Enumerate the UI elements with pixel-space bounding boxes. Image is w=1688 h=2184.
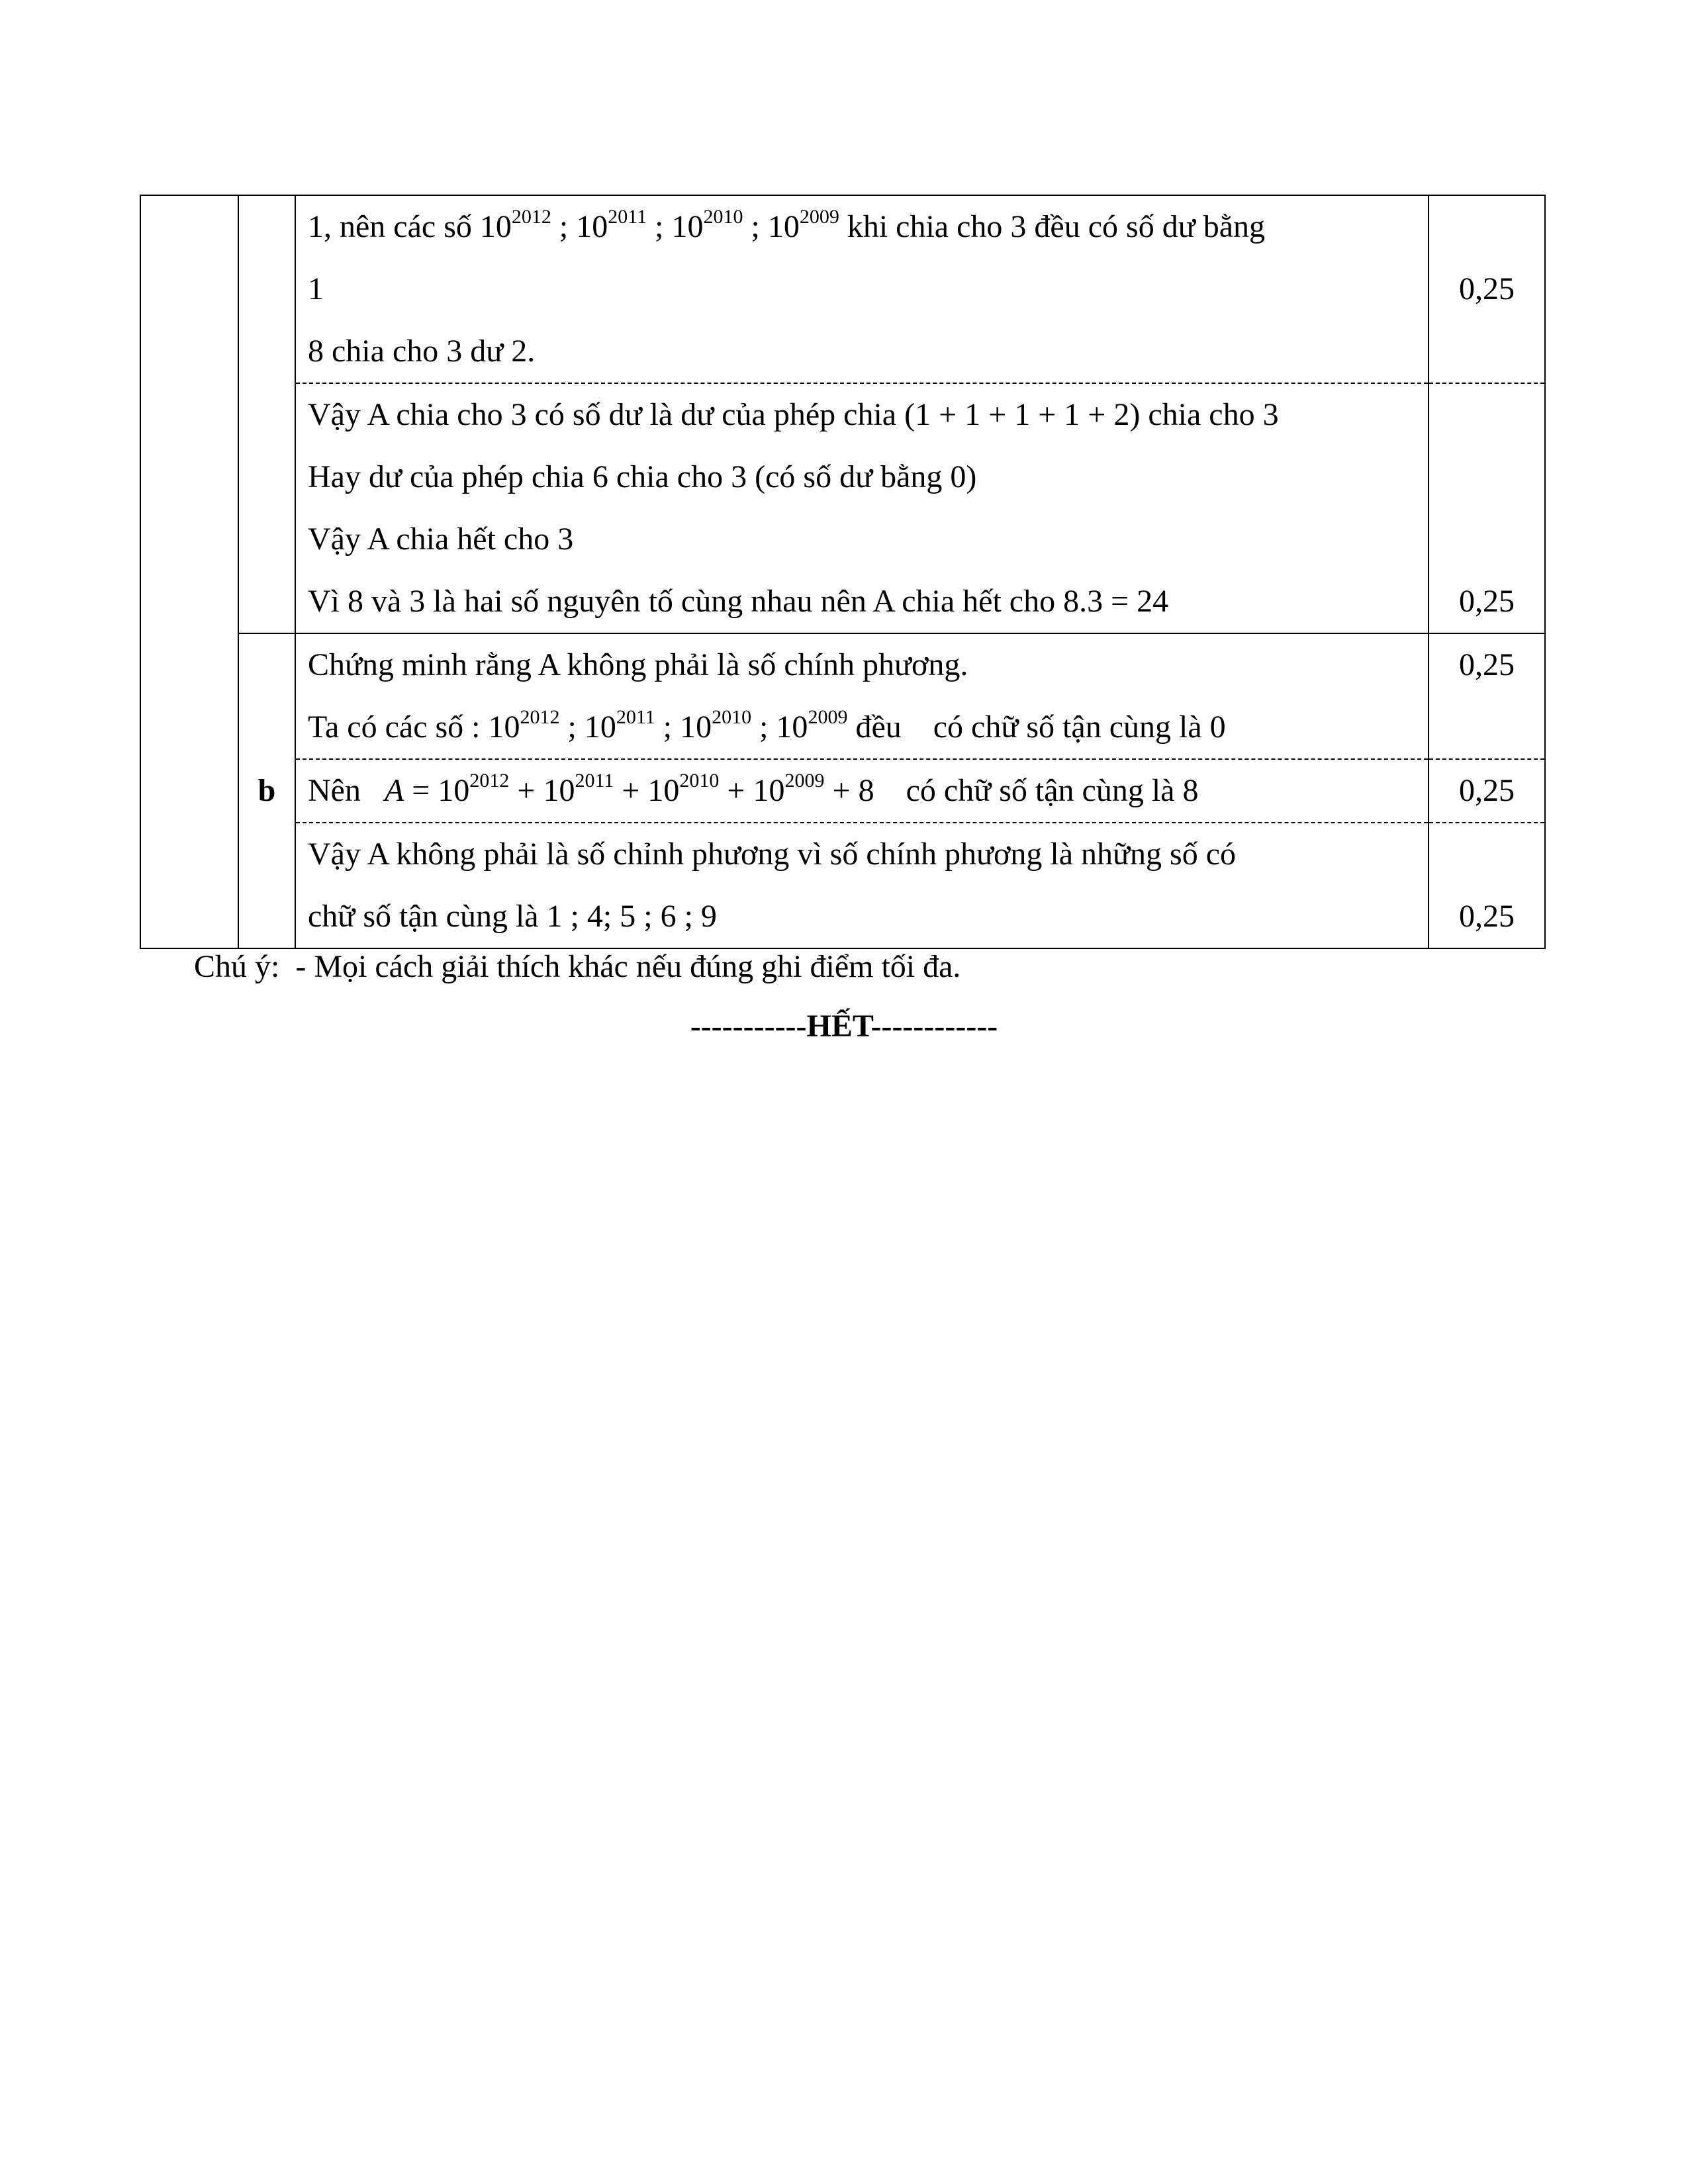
answer-cell <box>295 759 1429 823</box>
table-row <box>140 633 1545 759</box>
score-cell <box>1429 195 1545 383</box>
answer-cell <box>295 633 1429 759</box>
score-cell <box>1429 823 1545 948</box>
score-value: 0,25 <box>1459 584 1515 619</box>
answer-cell <box>295 823 1429 948</box>
answer-line: Vậy A không phải là số chỉnh phương vì số chính phương là những số có <box>308 837 1237 872</box>
table-row <box>140 759 1545 823</box>
answer-cell <box>295 383 1429 633</box>
score-value: 0,25 <box>1459 899 1515 934</box>
score-value: 0,25 <box>1459 271 1515 306</box>
table-row <box>140 383 1545 633</box>
score-value: 0,25 <box>1459 773 1515 808</box>
answer-line: chữ số tận cùng là 1 ; 4; 5 ; 6 ; 9 <box>308 899 717 934</box>
part-label: b <box>258 773 276 808</box>
part-cell-a <box>238 195 295 633</box>
answer-line: 1, nên các số $10^{2012}$ ; $10^{2011}$ ; $10^{2010}$ ; $10^{2009}$ khi chia cho 3 đều có số dư bằng <box>308 206 1266 244</box>
table-row <box>140 823 1545 948</box>
answer-line: Vậy A chia cho 3 có số dư là dư của phép chia (1 + 1 + 1 + 1 + 2) chia cho 3 <box>308 397 1279 432</box>
formula: $A = 10^{2012} + 10^{2011} + 10^{2010} + 10^{2009} + 8$ <box>384 770 874 808</box>
answer-line <box>308 760 1416 822</box>
part-cell-b <box>238 633 295 948</box>
note-label: Chú ý: <box>194 949 280 984</box>
formula-prefix: Nên <box>308 773 361 808</box>
grading-table <box>140 195 1546 949</box>
score-value: 0,25 <box>1459 647 1515 682</box>
answer-line: 8 chia cho 3 dư 2. <box>308 334 536 369</box>
score-cell <box>1429 759 1545 823</box>
table-row <box>140 195 1545 383</box>
answer-cell <box>295 195 1429 383</box>
answer-line: Vì 8 và 3 là hai số nguyên tố cùng nhau nên A chia hết cho 8.3 = 24 <box>308 584 1169 619</box>
answer-line: Ta có các số : $10^{2012}$ ; $10^{2011}$ ; $10^{2010}$ ; $10^{2009}$ đều có chữ số tận cùng là 0 <box>308 706 1226 745</box>
answer-line: Hay dư của phép chia 6 chia cho 3 (có số dư bằng 0) <box>308 459 977 494</box>
note <box>194 944 961 990</box>
formula-suffix: có chữ số tận cùng là 8 <box>906 773 1199 808</box>
note-text: - Mọi cách giải thích khác nếu đúng ghi điểm tối đa. <box>295 949 961 984</box>
score-cell <box>1429 383 1545 633</box>
question-number-cell <box>140 195 238 948</box>
score-cell <box>1429 633 1545 759</box>
answer-line: 1 <box>308 271 324 306</box>
answer-line: Vậy A chia hết cho 3 <box>308 522 574 557</box>
answer-line: Chứng minh rằng A không phải là số chính phương. <box>308 647 968 682</box>
end-mark: -----------HẾT------------ <box>690 1009 998 1044</box>
